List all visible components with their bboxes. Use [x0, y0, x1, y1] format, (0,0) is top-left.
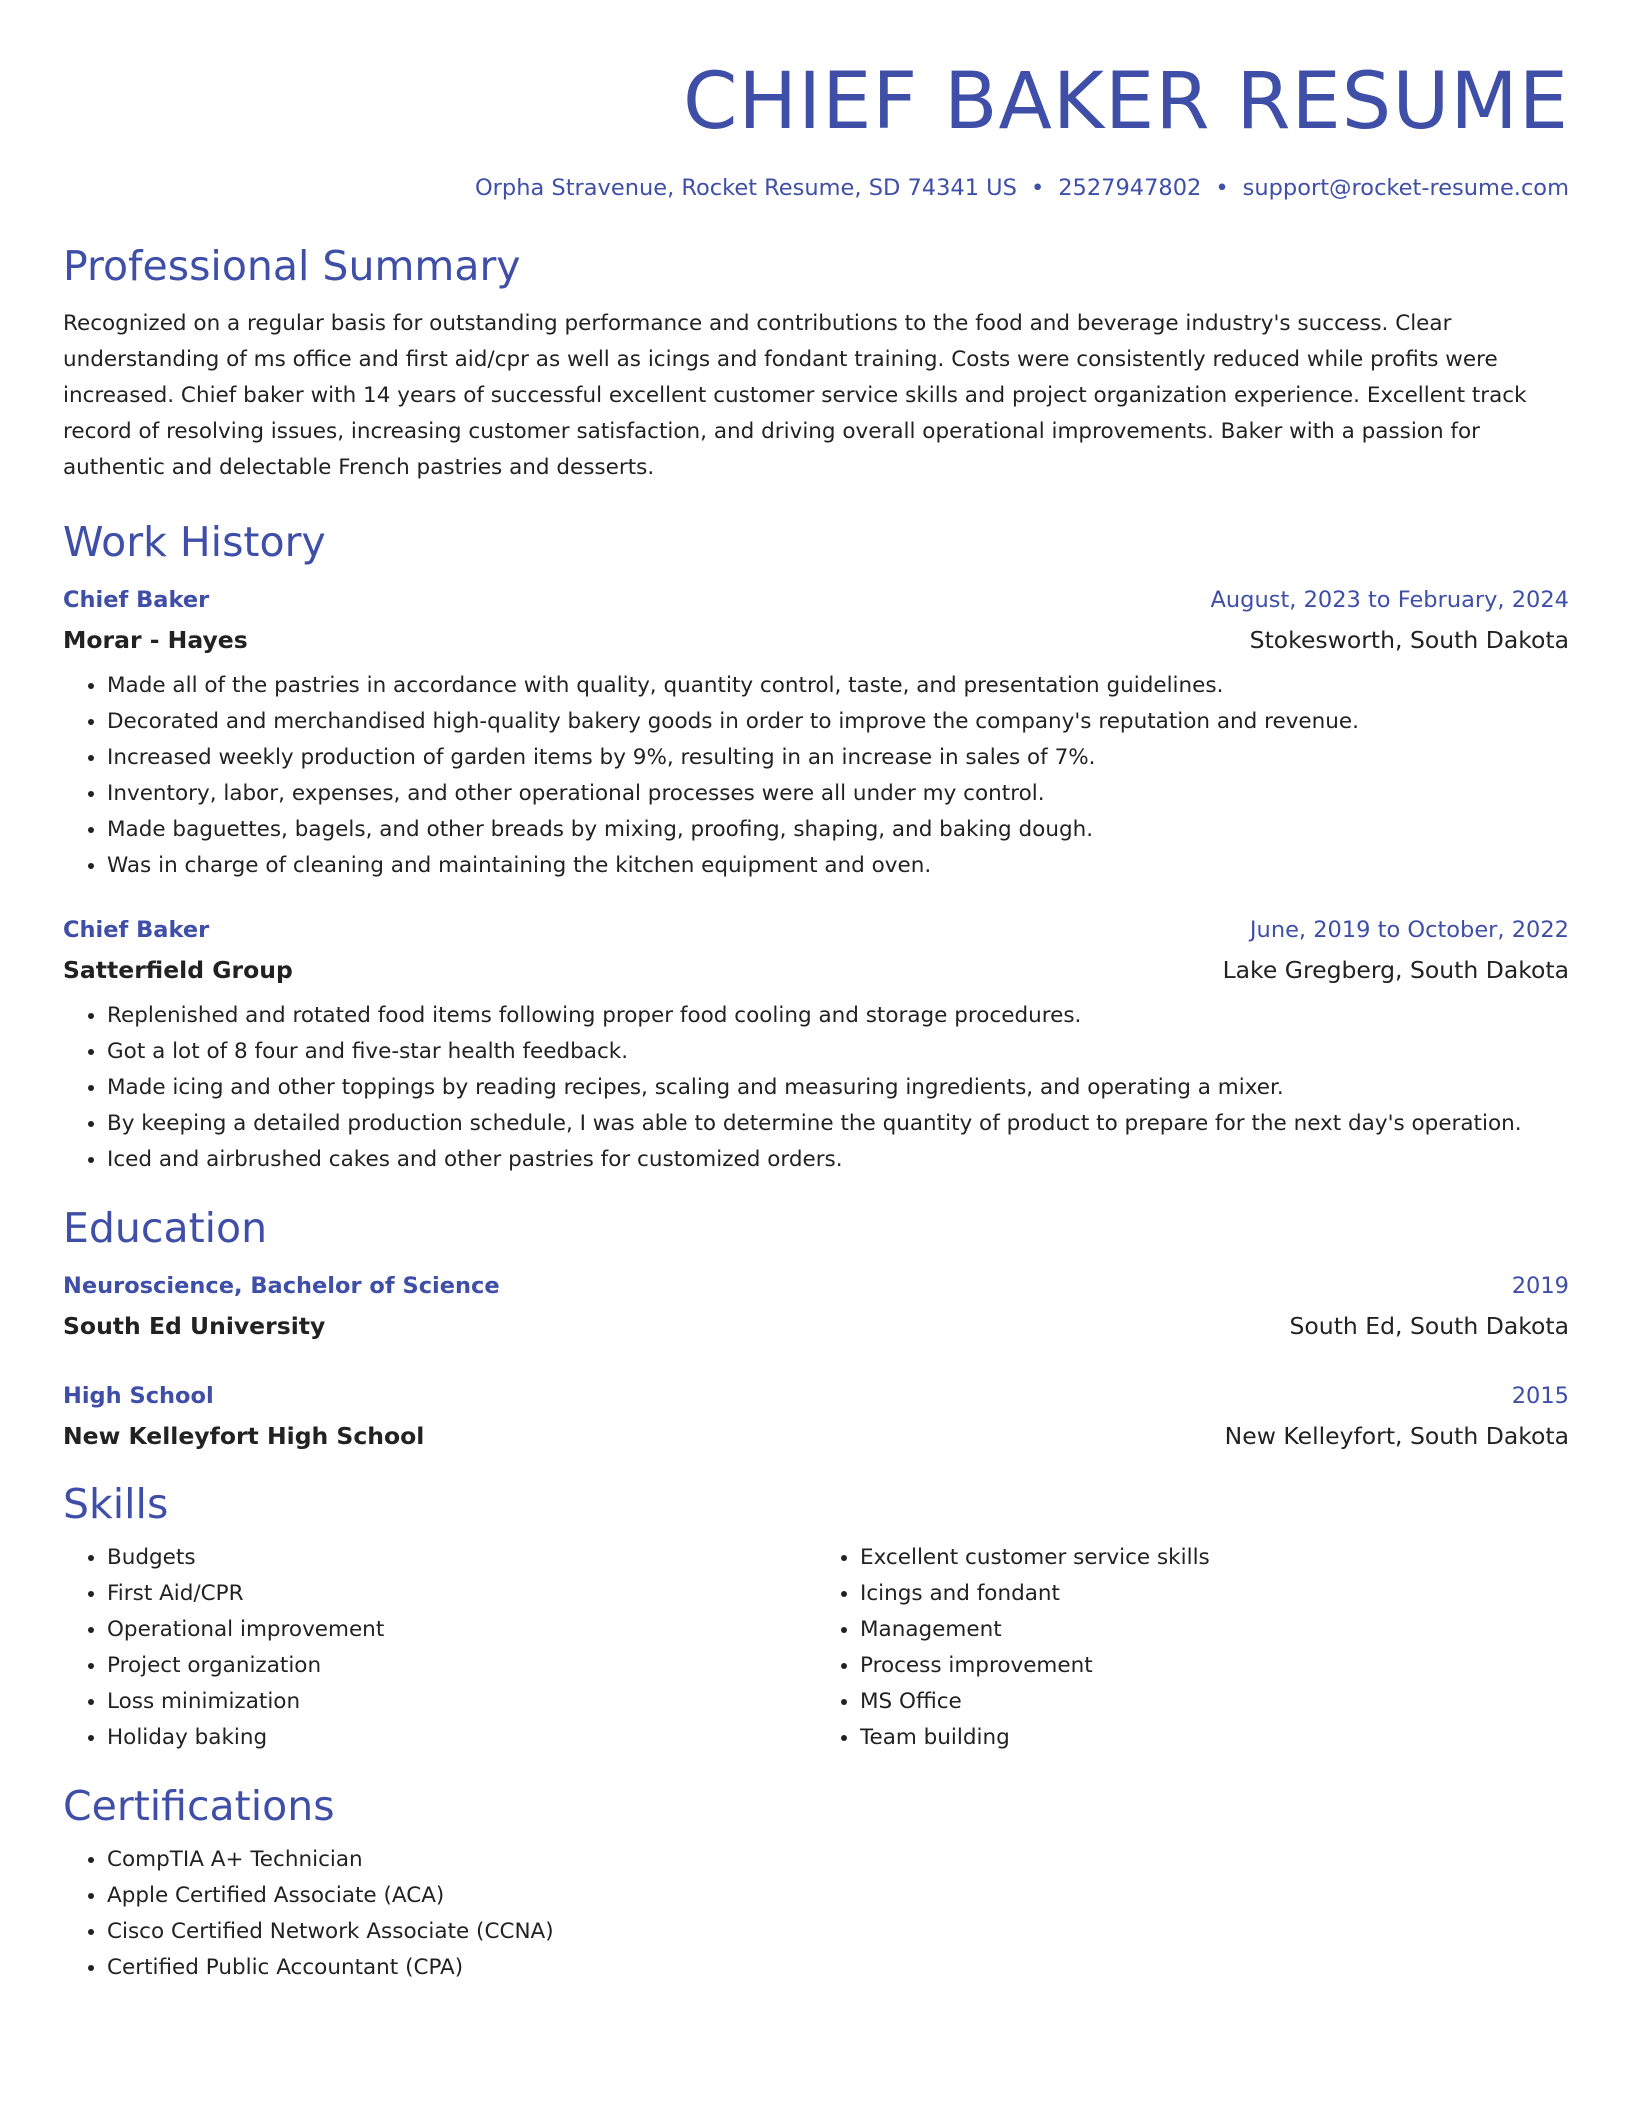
- degree: High School: [63, 1383, 214, 1409]
- job-bullets: [63, 668, 1569, 884]
- skills-columns: [63, 1540, 1569, 1756]
- list-item: • Holiday baking: [107, 1720, 816, 1756]
- job-role: Chief Baker: [63, 587, 210, 613]
- certifications-list: [63, 1842, 1569, 1986]
- list-item: • Loss minimization: [107, 1684, 816, 1720]
- education-heading: Education: [63, 1204, 268, 1252]
- job-dates: June, 2019 to October, 2022: [1249, 917, 1569, 943]
- separator-dot: •: [1030, 175, 1045, 201]
- summary-text: Recognized on a regular basis for outstanding performance and contributions to the food and beverage industry's success. Clear understanding of ms office and first aid/cpr as well as icings and fondant training. Costs were consistently reduced while profits were increased. Chief baker with 14 years of successful excellent customer service skills and project organization experience. Excellent track record of resolving issues, increasing customer satisfaction, and driving overall operational improvements. Baker with a passion for authentic and delectable French pastries and desserts.: [63, 311, 1527, 480]
- list-item: • Project organization: [107, 1648, 816, 1684]
- list-item: • Icings and fondant: [860, 1576, 1569, 1612]
- list-item: • Got a lot of 8 four and five-star health feedback.: [107, 1034, 1569, 1070]
- education-entry: [63, 1376, 1569, 1456]
- skills-list-right: [816, 1540, 1569, 1756]
- separator-dot: •: [1215, 175, 1229, 201]
- skills-list-left: [63, 1540, 816, 1756]
- list-item: • Iced and airbrushed cakes and other pastries for customized orders.: [107, 1142, 1569, 1178]
- work-history-heading: Work History: [63, 518, 326, 566]
- school-name: New Kelleyfort High School: [63, 1422, 425, 1450]
- job-dates: August, 2023 to February, 2024: [1210, 587, 1569, 613]
- school-location: New Kelleyfort, South Dakota: [1224, 1422, 1569, 1450]
- list-item: • Process improvement: [860, 1648, 1569, 1684]
- list-item: • MS Office: [860, 1684, 1569, 1720]
- school-location: South Ed, South Dakota: [1289, 1312, 1569, 1340]
- list-item: • Team building: [860, 1720, 1569, 1756]
- school-name: South Ed University: [63, 1312, 326, 1340]
- list-item: • Decorated and merchandised high-quality bakery goods in order to improve the company's reputation and revenue.: [107, 704, 1569, 740]
- graduation-year: 2019: [1511, 1273, 1569, 1299]
- job-role: Chief Baker: [63, 917, 210, 943]
- list-item: • Apple Certified Associate (ACA): [107, 1878, 1569, 1914]
- list-item: • Replenished and rotated food items following proper food cooling and storage procedures.: [107, 998, 1569, 1034]
- list-item: • Made icing and other toppings by reading recipes, scaling and measuring ingredients, and operating a mixer.: [107, 1070, 1569, 1106]
- resume-title: CHIEF BAKER RESUME: [682, 57, 1569, 147]
- list-item: • Made baguettes, bagels, and other breads by mixing, proofing, shaping, and baking dough.: [107, 812, 1569, 848]
- education-entry: [63, 1266, 1569, 1346]
- degree: Neuroscience, Bachelor of Science: [63, 1273, 500, 1299]
- job-entry: [63, 910, 1569, 1178]
- list-item: • Made all of the pastries in accordance with quality, quantity control, taste, and presentation guidelines.: [107, 668, 1569, 704]
- list-item: • CompTIA A+ Technician: [107, 1842, 1569, 1878]
- list-item: • By keeping a detailed production schedule, I was able to determine the quantity of product to prepare for the next day's operation.: [107, 1106, 1569, 1142]
- graduation-year: 2015: [1511, 1383, 1569, 1409]
- address: Orpha Stravenue, Rocket Resume, SD 74341 US: [474, 175, 1017, 201]
- list-item: • Inventory, labor, expenses, and other operational processes were all under my control.: [107, 776, 1569, 812]
- job-entry: [63, 580, 1569, 884]
- list-item: • Increased weekly production of garden items by 9%, resulting in an increase in sales of 7%.: [107, 740, 1569, 776]
- job-location: Stokesworth, South Dakota: [1249, 626, 1569, 654]
- contact-line: [63, 172, 1569, 204]
- list-item: • Management: [860, 1612, 1569, 1648]
- list-item: • Was in charge of cleaning and maintaining the kitchen equipment and oven.: [107, 848, 1569, 884]
- list-item: • Budgets: [107, 1540, 816, 1576]
- list-item: • First Aid/CPR: [107, 1576, 816, 1612]
- job-company: Satterfield Group: [63, 956, 293, 984]
- summary-heading: Professional Summary: [63, 242, 521, 290]
- certifications-heading: Certifications: [63, 1782, 335, 1830]
- job-company: Morar - Hayes: [63, 626, 248, 654]
- phone: 2527947802: [1058, 175, 1202, 201]
- job-bullets: [63, 998, 1569, 1178]
- email-link[interactable]: support@rocket-resume.com: [1242, 175, 1569, 201]
- skills-heading: Skills: [63, 1480, 169, 1528]
- list-item: • Cisco Certified Network Associate (CCNA): [107, 1914, 1569, 1950]
- list-item: • Certified Public Accountant (CPA): [107, 1950, 1569, 1986]
- list-item: • Operational improvement: [107, 1612, 816, 1648]
- list-item: • Excellent customer service skills: [860, 1540, 1569, 1576]
- job-location: Lake Gregberg, South Dakota: [1222, 956, 1569, 984]
